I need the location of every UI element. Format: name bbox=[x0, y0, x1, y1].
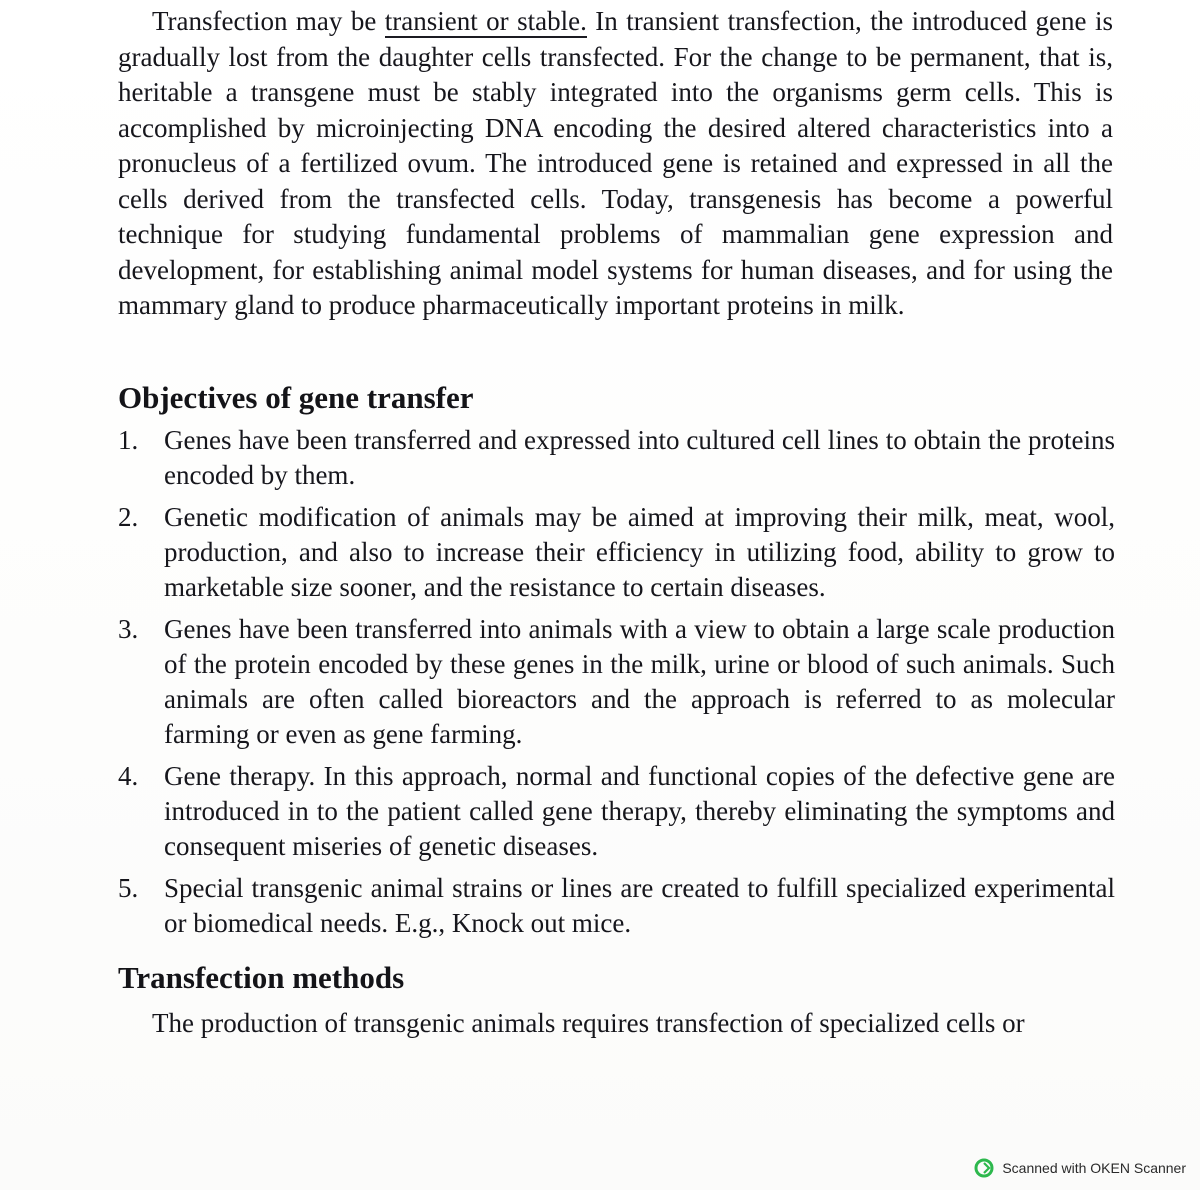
list-item-text: Genes have been transferred into animals with a view to obtain a large scale production of the protein encoded by these genes in the milk, urine or blood of such animals. Such animals are often called bioreactors and the approach is referred to as molecular farming or even as gene farming. bbox=[164, 614, 1115, 749]
scanner-logo-icon bbox=[974, 1158, 994, 1178]
list-item bbox=[118, 500, 1115, 605]
intro-paragraph bbox=[118, 4, 1113, 324]
scanner-watermark bbox=[974, 1158, 1186, 1178]
list-item-number: 5. bbox=[118, 873, 139, 903]
list-item bbox=[118, 423, 1115, 493]
underlined-phrase: transient or stable. bbox=[384, 6, 587, 36]
list-item-text: Special transgenic animal strains or lines are created to fulfill specialized experimental or biomedical needs. E.g., Knock out mice. bbox=[164, 873, 1115, 938]
methods-paragraph: The production of transgenic animals requires transfection of specialized cells or bbox=[152, 1008, 1025, 1038]
intro-text-rest: In transient transfection, the introduced gene is gradually lost from the daughter cells transfected. For the change to be permanent, that is, heritable a transgene must be stably integrated into the organisms germ cells. This is accomplished by microinjecting DNA encoding the desired altered characteristics into a pronucleus of a fertilized ovum. The introduced gene is retained and expressed in all the cells derived from the transfected cells. Today, transgenesis has become a powerful technique for studying fundamental problems of mammalian gene expression and development, for establishing animal model systems for human diseases, and for using the mammary gland to produce pharmaceutically important proteins in milk. bbox=[118, 6, 1113, 320]
list-item-number: 2. bbox=[118, 502, 139, 532]
list-item-number: 1. bbox=[118, 425, 139, 455]
list-item-number: 3. bbox=[118, 614, 139, 644]
list-item-text: Genes have been transferred and expressed into cultured cell lines to obtain the proteins encoded by them. bbox=[164, 425, 1115, 490]
transfection-methods-heading: Transfection methods bbox=[118, 960, 405, 995]
watermark-text: Scanned with OKEN Scanner bbox=[1002, 1160, 1186, 1176]
intro-text-start: Transfection may be bbox=[152, 6, 385, 36]
list-item bbox=[118, 759, 1115, 864]
list-item bbox=[118, 612, 1115, 752]
objectives-heading: Objectives of gene transfer bbox=[118, 380, 474, 415]
list-item-text: Genetic modification of animals may be aimed at improving their milk, meat, wool, production, and also to increase their efficiency in utilizing food, ability to grow to marketable size sooner, and the resistance to certain diseases. bbox=[164, 502, 1115, 602]
list-item-text: Gene therapy. In this approach, normal and functional copies of the defective gene are introduced in to the patient called gene therapy, thereby eliminating the symptoms and consequent miseries of genetic diseases. bbox=[164, 761, 1115, 861]
objectives-list bbox=[118, 423, 1115, 948]
list-item bbox=[118, 871, 1115, 941]
list-item-number: 4. bbox=[118, 761, 139, 791]
